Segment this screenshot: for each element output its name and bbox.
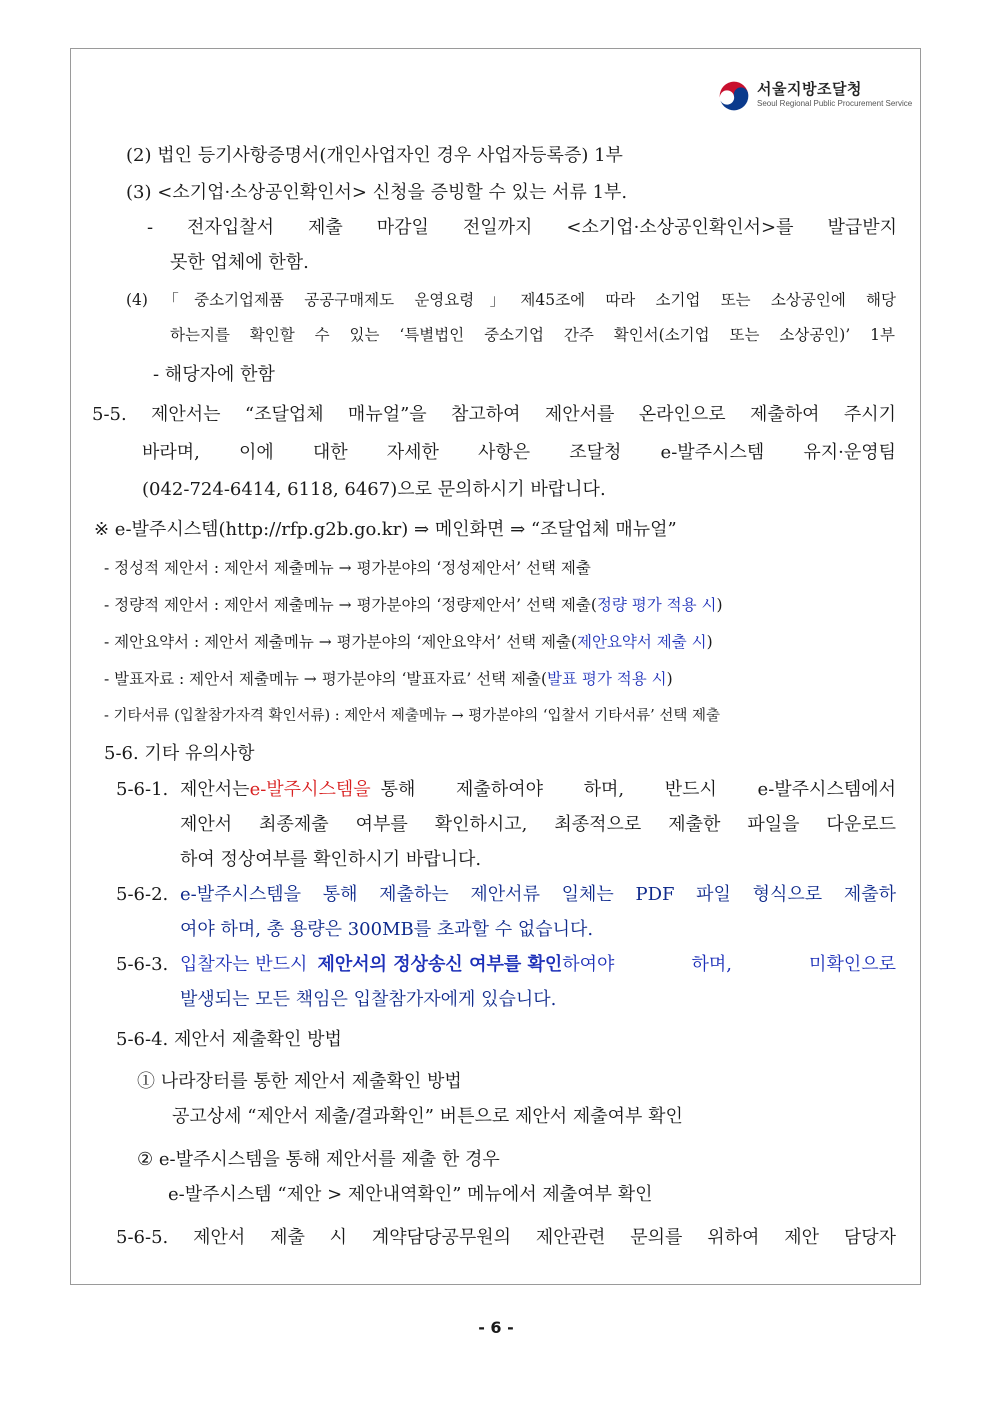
section-5-6-2-line1: e-발주시스템을 통해 제출하는 제안서류 일체는 PDF 파일 형식으로 제출하 — [180, 884, 896, 905]
section-5-6-3-line1: 입찰자는 반드시 제안서의 정상송신 여부를 확인 하여야 하며, 미확인으로 — [180, 954, 896, 975]
section-5-5-line2: 바라며, 이에 대한 자세한 사항은 조달청 e-발주시스템 유지·운영팀 — [142, 442, 896, 463]
item-3: (3) <소기업·소상공인확인서> 신청을 증빙할 수 있는 서류 1부. — [126, 182, 628, 203]
section-5-6-5: 5-6-5. 제안서 제출 시 계약담당공무원의 제안관련 문의를 위하여 제안 담당자 — [116, 1227, 896, 1248]
bullet-proposal-summary: - 제안요약서 : 제안서 제출메뉴 → 평가분야의 ‘제안요약서’ 선택 제출(제안요약서 제출 시) — [104, 633, 713, 651]
org-name-english: Seoul Regional Public Procurement Service — [757, 99, 913, 108]
method-1-body: 공고상세 “제안서 제출/결과확인” 버튼으로 제안서 제출여부 확인 — [172, 1106, 683, 1127]
section-5-6-2-number: 5-6-2. — [116, 884, 169, 905]
system-name-red: e-발주시스템을 — [249, 779, 371, 800]
section-5-5-line1: 5-5. 제안서는 “조달업체 매뉴얼”을 참고하여 제안서를 온라인으로 제출하여 주시기 — [92, 404, 896, 425]
reference-note: ※ e-발주시스템(http://rfp.g2b.go.kr) ⇒ 메인화면 ⇒ “조달업체 매뉴얼” — [94, 519, 677, 540]
bullet-other-documents: - 기타서류 (입찰참가자격 확인서류) : 제안서 제출메뉴 → 평가분야의 ‘입찰서 기타서류’ 선택 제출 — [104, 708, 721, 724]
bullet-quantitative-proposal: - 정량적 제안서 : 제안서 제출메뉴 → 평가분야의 ‘정량제안서’ 선택 제출(정량 평가 적용 시) — [104, 596, 723, 614]
section-5-6-1-line3: 하여 정상여부를 확인하시기 바랍니다. — [180, 849, 482, 870]
section-5-6-1-line1: 제안서는 e-발주시스템을 통해 제출하여야 하며, 반드시 e-발주시스템에서 — [180, 779, 896, 800]
item-4-note: - 해당자에 한함 — [153, 364, 275, 385]
emphasis-check-transmission: 제안서의 정상송신 여부를 확인 — [317, 954, 563, 975]
bullet-qualitative-proposal: - 정성적 제안서 : 제안서 제출메뉴 → 평가분야의 ‘정성제안서’ 선택 제출 — [104, 559, 591, 577]
bullet-presentation: - 발표자료 : 제안서 제출메뉴 → 평가분야의 ‘발표자료’ 선택 제출(발표 평가 적용 시) — [104, 670, 673, 688]
section-5-6-1-number: 5-6-1. — [116, 779, 169, 800]
section-5-5-line3: (042-724-6414, 6118, 6467)으로 문의하시기 바랍니다. — [142, 479, 606, 500]
item-4-line1: (4)「중소기업제품 공공구매제도 운영요령」제45조에 따라 소기업 또는 소상공인에 해당 — [126, 291, 896, 309]
item-3-note-line1: - 전자입찰서 제출 마감일 전일까지 <소기업·소상공인확인서>를 발급받지 — [147, 217, 897, 238]
bullet-summary-condition: 제안요약서 제출 시 — [577, 633, 707, 651]
page-number: - 6 - — [478, 1318, 514, 1337]
method-1-title: ① 나라장터를 통한 제안서 제출확인 방법 — [137, 1071, 462, 1092]
item-4-line2: 하는지를 확인할 수 있는 ‘특별법인 중소기업 간주 확인서(소기업 또는 소상공인)’ 1부 — [170, 326, 895, 344]
section-5-6-4: 5-6-4. 제안서 제출확인 방법 — [116, 1029, 342, 1050]
bullet-quantitative-condition: 정량 평가 적용 시 — [596, 596, 717, 614]
section-5-6-3-line2: 발생되는 모든 책임은 입찰참가자에게 있습니다. — [180, 989, 557, 1010]
taegeuk-logo-icon — [717, 79, 751, 113]
item-3-note-line2: 못한 업체에 한함. — [170, 252, 309, 273]
section-5-6-3-number: 5-6-3. — [116, 954, 169, 975]
section-5-6-title: 5-6. 기타 유의사항 — [104, 743, 255, 764]
item-2: (2) 법인 등기사항증명서(개인사업자인 경우 사업자등록증) 1부 — [126, 145, 623, 166]
org-logo — [717, 77, 913, 115]
section-5-6-2-line2: 여야 하며, 총 용량은 300MB를 초과할 수 없습니다. — [180, 919, 594, 940]
bullet-presentation-condition: 발표 평가 적용 시 — [547, 670, 667, 688]
section-5-6-1-line2: 제안서 최종제출 여부를 확인하시고, 최종적으로 제출한 파일을 다운로드 — [180, 814, 896, 835]
method-2-body: e-발주시스템 “제안 > 제안내역확인” 메뉴에서 제출여부 확인 — [168, 1184, 653, 1205]
method-2-title: ② e-발주시스템을 통해 제안서를 제출 한 경우 — [137, 1149, 500, 1170]
org-name-korean: 서울지방조달청 — [757, 80, 862, 98]
